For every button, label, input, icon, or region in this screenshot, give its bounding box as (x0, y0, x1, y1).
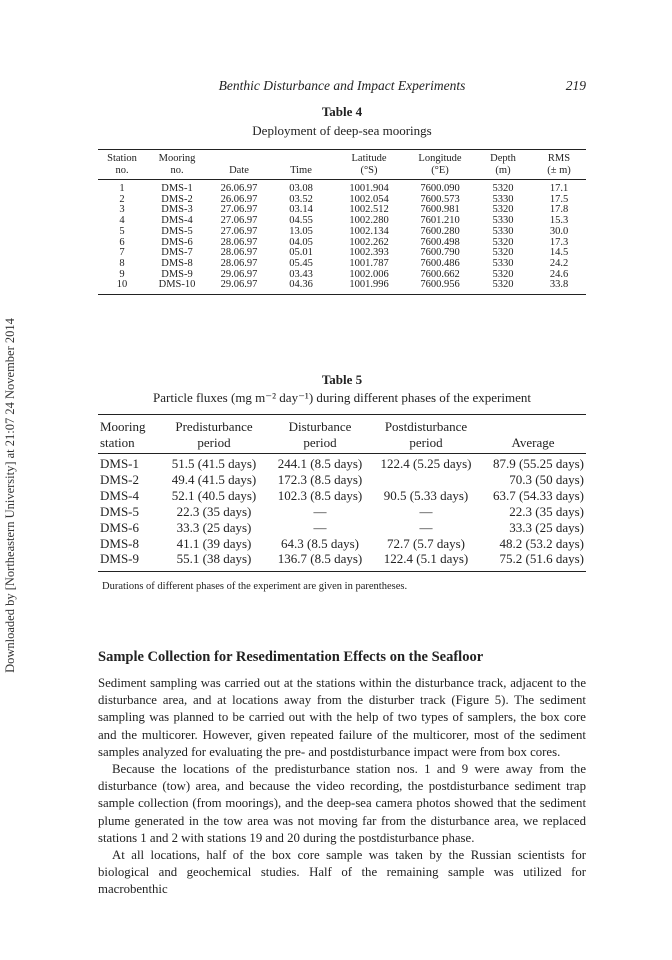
table4-cell: 7600.662 (420, 268, 460, 280)
table4-cell: 03.08 (289, 183, 313, 194)
table4-cell: 03.43 (289, 268, 313, 280)
table5-row (98, 454, 586, 472)
table4-cell: 27.06.97 (220, 215, 258, 227)
table4-cell: DMS-5 (161, 225, 193, 237)
table4-cell: 5330 (492, 257, 514, 269)
table5-cell: 90.5 (5.33 days) (383, 487, 469, 503)
table4-cell: 10 (98, 280, 146, 294)
table4-cell: DMS-1 (161, 183, 193, 194)
table4-cell: 2 (119, 193, 125, 205)
table5-header-cell: Mooring (98, 415, 160, 436)
table5-cell: 22.3 (35 days) (509, 503, 584, 519)
table5-cell: 33.3 (25 days) (176, 519, 252, 535)
table4-cell: 1002.134 (349, 225, 389, 237)
table4-cell: 30.0 (549, 225, 569, 237)
table5-cell: 51.5 (41.5 days) (171, 456, 257, 471)
table4-header-cell: RMS (532, 150, 586, 166)
table5-cell: 172.3 (8.5 days) (277, 471, 363, 487)
table5-cell: 72.7 (5.7 days) (387, 535, 465, 551)
table5-cell: — (313, 503, 327, 519)
table5-header-row (98, 415, 586, 436)
table5-cell: 87.9 (55.25 days) (493, 456, 584, 471)
table4-cell: 1002.512 (349, 204, 389, 216)
table5-row (98, 488, 586, 504)
table4-cell: 5320 (492, 204, 514, 216)
table4-cell: 1001.996 (332, 280, 406, 294)
table5-cell: 75.2 (51.6 days) (480, 551, 586, 571)
table4-cell: 5320 (492, 268, 514, 280)
table4-cell: 24.2 (549, 257, 569, 269)
table4-cell: 1001.904 (349, 183, 389, 194)
table4-cell: 29.06.97 (220, 268, 258, 280)
table4-cell: 5 (119, 225, 125, 237)
table5-cell: DMS-9 (98, 551, 160, 571)
table5-cell: DMS-6 (100, 519, 140, 535)
table5-cell: 136.7 (8.5 days) (268, 551, 372, 571)
table4-header-cell: Depth (474, 150, 532, 166)
table4-header-cell: Mooring (146, 150, 208, 166)
table4-cell: 1002.280 (349, 215, 389, 227)
table4-row (98, 227, 586, 238)
table4-cell: 7600.280 (420, 225, 460, 237)
table5-cell: 49.4 (41.5 days) (171, 471, 257, 487)
running-title: Benthic Disturbance and Impact Experiments (218, 78, 466, 93)
table4-cell: 17.1 (549, 183, 569, 194)
table4-cell: 7600.090 (420, 183, 460, 194)
page-header (98, 78, 586, 96)
table5-cell: 22.3 (35 days) (176, 503, 252, 519)
table5-header-cell: period (160, 435, 268, 454)
table5-cell: 41.1 (39 days) (176, 535, 252, 551)
table5-row (98, 536, 586, 552)
table4-cell: 1002.262 (349, 236, 389, 248)
table5-header-cell: period (372, 435, 480, 454)
table5-cell: 122.4 (5.1 days) (372, 551, 480, 571)
table5-cell: 33.3 (25 days) (509, 519, 584, 535)
table4-cell: 27.06.97 (220, 204, 258, 216)
table4-cell: 1002.006 (349, 268, 389, 280)
table5-header-cell: Average (480, 435, 586, 454)
table4-cell: DMS-7 (161, 247, 193, 259)
table4-header-cell: Time (270, 165, 332, 180)
table4-caption: Deployment of deep-sea moorings (252, 123, 432, 138)
table5-row (98, 551, 586, 571)
table5-cell: 55.1 (38 days) (160, 551, 268, 571)
table4-cell: 33.8 (532, 280, 586, 294)
download-watermark-text: Downloaded by [Northeastern University] at 21:07 24 November 2014 (2, 317, 17, 673)
table5-cell: 244.1 (8.5 days) (277, 456, 363, 471)
table4-header-row (98, 150, 586, 166)
table4-cell: 15.3 (549, 215, 569, 227)
table4-header-cell: no. (98, 165, 146, 180)
table4-cell: 6 (119, 236, 125, 248)
table4-cell: DMS-8 (161, 257, 193, 269)
table4-header-cell: (m) (474, 165, 532, 180)
table5-cell: 63.7 (54.33 days) (493, 487, 584, 503)
table4-cell: 28.06.97 (220, 247, 258, 259)
table5-cell: DMS-5 (100, 503, 140, 519)
table4-cell: 05.01 (289, 247, 313, 259)
table4-row (98, 180, 586, 195)
table4-cell: 7600.573 (420, 193, 460, 205)
table5-cell: 48.2 (53.2 days) (499, 535, 584, 551)
table4-cell: 03.52 (289, 193, 313, 205)
table5-cell: — (419, 503, 433, 519)
table4-cell: DMS-4 (161, 215, 193, 227)
table5-cell: DMS-1 (100, 456, 140, 471)
table4-cell: 1 (119, 183, 125, 194)
table4-header-cell: Longitude (406, 150, 474, 166)
table4-cell: 13.05 (289, 225, 313, 237)
table4-cell: 26.06.97 (220, 193, 258, 205)
table4-cell: 5320 (492, 183, 514, 194)
table4-cell: 5330 (492, 225, 514, 237)
table4-cell: 28.06.97 (220, 257, 258, 269)
table5-row (98, 520, 586, 536)
table5-row (98, 504, 586, 520)
table4-cell: 27.06.97 (220, 225, 258, 237)
table4-header-cell: (± m) (532, 165, 586, 180)
table4-cell: 17.8 (549, 204, 569, 216)
table4-cell: 04.36 (270, 280, 332, 294)
table5-cell: — (313, 519, 327, 535)
table4-cell: 5330 (492, 193, 514, 205)
table4-header-cell (208, 150, 270, 166)
table4-cell: 7600.498 (420, 236, 460, 248)
table4-cell: DMS-9 (161, 268, 193, 280)
table4-header-cell: Station (98, 150, 146, 166)
table4-cell: 7600.956 (406, 280, 474, 294)
table5-cell: DMS-2 (100, 471, 140, 487)
table4-cell: DMS-6 (161, 236, 193, 248)
table4-header-cell: (°S) (332, 165, 406, 180)
table4-cell: 04.55 (289, 215, 313, 227)
table4-header-cell: Date (208, 165, 270, 180)
table4-body (98, 180, 586, 295)
table4-cell: 29.06.97 (208, 280, 270, 294)
table4-cell: 1001.787 (349, 257, 389, 269)
table4-cell: 7600.981 (420, 204, 460, 216)
table4-cell: 26.06.97 (220, 183, 258, 194)
table4-cell: DMS-2 (161, 193, 193, 205)
table4-header-row (98, 165, 586, 180)
table5-header-cell: Predisturbance (160, 415, 268, 436)
table4-cell: 7601.210 (420, 215, 460, 227)
table4-cell: 1002.054 (349, 193, 389, 205)
table4-cell: 8 (119, 257, 125, 269)
table4-cell: 05.45 (289, 257, 313, 269)
table5-cell: 52.1 (40.5 days) (171, 487, 257, 503)
table5-header-cell: station (98, 435, 160, 454)
table5-header-cell: period (268, 435, 372, 454)
table5-row (98, 472, 586, 488)
download-watermark (0, 295, 20, 695)
table4-cell: 28.06.97 (220, 236, 258, 248)
table4-cell: 04.05 (289, 236, 313, 248)
table5-header-cell: Postdisturbance (372, 415, 480, 436)
table4-cell: 9 (119, 268, 125, 280)
table5-header-row (98, 435, 586, 454)
table5-header-cell (480, 415, 586, 436)
table5-title: Table 5 (321, 372, 363, 387)
table4-header-cell: (°E) (406, 165, 474, 180)
table5-cell: — (419, 519, 433, 535)
table4-cell: 17.3 (549, 236, 569, 248)
body-text (98, 675, 586, 899)
table4-cell: 5330 (492, 215, 514, 227)
paragraph: At all locations, half of the box core sample was taken by the Russian scientists for biological and geochemical studies. Half of the remaining sample was utilized for macrobenthic (98, 848, 586, 897)
table4-cell: 3 (119, 204, 125, 216)
table5-footnote: Durations of different phases of the experiment are given in parentheses. (102, 581, 408, 592)
table4-cell: 17.5 (549, 193, 569, 205)
table5-cell: 122.4 (5.25 days) (380, 456, 472, 471)
table4-cell: 5320 (492, 236, 514, 248)
table4-cell: 5320 (474, 280, 532, 294)
table5-particle-fluxes (98, 414, 586, 572)
table4-cell: 5320 (492, 247, 514, 259)
table5-cell: 64.3 (8.5 days) (281, 535, 359, 551)
table4-cell: 14.5 (549, 247, 569, 259)
table4-cell: 03.14 (289, 204, 313, 216)
table4-cell: 4 (119, 215, 125, 227)
section-heading: Sample Collection for Resedimentation Effects on the Seafloor (98, 649, 484, 665)
table4-cell: DMS-3 (161, 204, 193, 216)
table4-cell: 7600.486 (420, 257, 460, 269)
table4-header-cell: Latitude (332, 150, 406, 166)
table4-cell: 1002.393 (349, 247, 389, 259)
table4-header-cell: no. (146, 165, 208, 180)
table5-caption: Particle fluxes (mg m⁻² day⁻¹) during different phases of the experiment (153, 390, 531, 405)
table5-cell: DMS-8 (100, 535, 140, 551)
table4-title: Table 4 (321, 104, 363, 119)
table5-cell: DMS-4 (100, 487, 140, 503)
table4-cell: 7600.790 (420, 247, 460, 259)
table4-cell: 7 (119, 247, 125, 259)
table4-cell: 24.6 (549, 268, 569, 280)
table4-moorings (98, 149, 586, 295)
table5-cell: 102.3 (8.5 days) (277, 487, 363, 503)
paragraph: Because the locations of the predisturbance station nos. 1 and 9 were away from the disturbance (tow) area, and because the video recording, the postdisturbance sediment trap sample collection (from moorings), and the deep-sea camera photos showed that the sediment plume generated in the tow area was not moving far from the disturbance area, we replaced stations 1 and 2 with stations 19 and 20 during the postdisturbance phase. (98, 762, 586, 845)
paragraph: Sediment sampling was carried out at the stations within the disturbance track, adjacent to the disturbance area, and at locations away from the disturber track (Figure 5). The sediment sampling was planned to be carried out with the help of two types of samplers, the box core and the multicorer. However, given repeated failure of the multicorer, most of the sediment samples analyzed for evaluating the pre- and postdisturbance impact were from box cores. (98, 676, 586, 759)
table4-header-cell (270, 150, 332, 166)
page-number: 219 (565, 78, 586, 93)
table5-header-cell: Disturbance (268, 415, 372, 436)
table5-cell: 70.3 (50 days) (509, 471, 584, 487)
table4-row (98, 280, 586, 294)
table5-body (98, 454, 586, 572)
table4-cell: DMS-10 (146, 280, 208, 294)
table5-cell (372, 472, 480, 488)
